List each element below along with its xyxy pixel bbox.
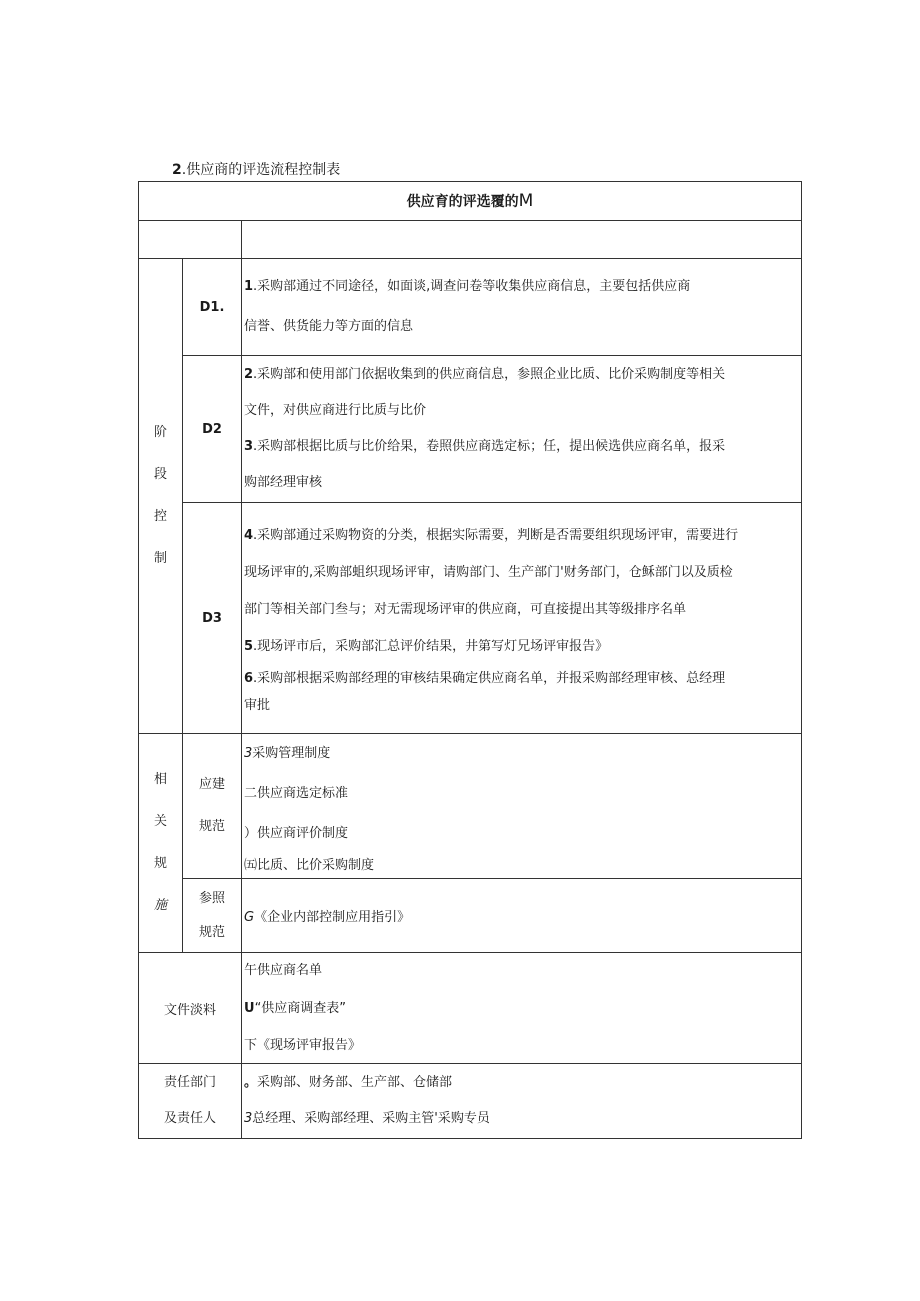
stage-row-d1 (139, 259, 802, 356)
reference-norms-label (183, 879, 242, 953)
line-number: 3 (244, 439, 254, 454)
line-number: 1 (244, 279, 254, 294)
should-label-line: 规范 (198, 819, 225, 834)
line-text: .采购部通过采购物资的分类，根据实际需要，判断是否需要组织现场评审，需要进行 (253, 528, 739, 543)
responsibility-row (139, 1064, 802, 1139)
resp-item (244, 1065, 801, 1101)
table-caption (172, 160, 340, 180)
stage-control-label (139, 259, 183, 734)
should-build-norms-content (242, 734, 802, 879)
norm-item (244, 814, 801, 854)
content-line (244, 465, 801, 501)
content-line (244, 517, 801, 554)
resp-label-line: 责任部门 (163, 1075, 216, 1090)
item-text: 采购管理制度 (252, 746, 331, 761)
norms-label-char-italic: 施 (153, 898, 167, 913)
blank-header-cell-right (242, 221, 802, 259)
blank-header-row (139, 221, 802, 259)
content-line (244, 665, 801, 693)
stage-label-char: 段 (153, 467, 167, 482)
caption-text: .供应商的评选流程控制表 (181, 162, 341, 178)
line-text: 现场评审的,采购部蛆织现场评审，请购部门、生产部门'财务部门，仓稣部门以及质检 (244, 565, 733, 580)
responsibility-content (242, 1064, 802, 1139)
doc-item (244, 953, 801, 989)
reference-label-line: 规范 (198, 924, 225, 940)
item-text: 下《现场评审报告》 (244, 1038, 362, 1053)
doc-item (244, 989, 801, 1029)
item-text: ）供应商评价制度 (244, 826, 349, 841)
line-text: 文件，对供应商进行比质与比价 (244, 403, 427, 418)
norm-item (244, 734, 801, 774)
resp-label-line: 及责任人 (163, 1111, 216, 1126)
stage-label-char: 阶 (153, 425, 167, 440)
line-number: 6 (244, 671, 254, 686)
line-number: 2 (244, 367, 254, 382)
line-text: .采购部根据采购部经理的审核结果确定供应商名单，并报采购部经理审核、总经理 (253, 671, 726, 686)
item-text: 总经理、采购部经理、采购主管'采购专员 (252, 1111, 490, 1126)
norms-row-reference (139, 879, 802, 953)
should-label-line: 应建 (198, 777, 225, 792)
norm-item (244, 854, 801, 878)
stage-content-d2 (242, 356, 802, 503)
line-number: 5 (244, 639, 254, 654)
doc-item (244, 1029, 801, 1063)
item-prefix: 3 (244, 746, 253, 761)
documents-row (139, 953, 802, 1064)
item-prefix: G (244, 910, 255, 925)
stage-label-char: 控 (153, 509, 167, 524)
line-text: 部门等相关部门叁与；对无需现场评审的供应商，可直接提出其等级排序名单 (244, 602, 687, 617)
documents-content (242, 953, 802, 1064)
documents-label: 文件淡料 (139, 953, 242, 1064)
norms-label-char: 相 (153, 772, 167, 787)
content-line (244, 357, 801, 393)
stage-code-d2: D2 (183, 356, 242, 503)
content-line (244, 628, 801, 665)
item-text: 采购部、财务部、生产部、仓储部 (257, 1075, 453, 1090)
line-text: .采购部和使用部门依据收集到的供应商信息，参照企业比质、比价采购制度等相关 (253, 367, 726, 382)
supplier-selection-control-table (138, 181, 802, 1139)
reference-norms-content (242, 879, 802, 953)
caption-number: 2 (172, 162, 182, 178)
line-text: 信誉、供货能力等方面的信息 (244, 319, 414, 334)
item-text: 二供应商选定标准 (244, 786, 349, 801)
item-prefix: 3 (244, 1111, 253, 1126)
content-line (244, 393, 801, 429)
title-row (139, 182, 802, 221)
stage-content-d1 (242, 259, 802, 356)
line-text: .采购部根据比质与比价给果，卷照供应商选定标；任，提出候选供应商名单，报采 (253, 439, 726, 454)
content-line (244, 693, 801, 719)
stage-code-d1: D1. (183, 259, 242, 356)
line-text: .采购部通过不同途径，如面谈,调查问卷等收集供应商信息，主要包括供应商 (253, 279, 691, 294)
item-text: 午供应商名单 (244, 963, 323, 978)
resp-item (244, 1101, 801, 1137)
item-text: “供应商调查表” (254, 1001, 347, 1016)
item-prefix: U (244, 1001, 255, 1016)
norms-row-should (139, 734, 802, 879)
line-text: 购部经理审核 (244, 475, 323, 490)
line-text: 审批 (244, 698, 271, 713)
stage-label-char: 制 (153, 551, 167, 566)
content-line (244, 591, 801, 628)
related-norms-label (139, 734, 183, 953)
stage-content-d3 (242, 503, 802, 734)
should-build-norms-label (183, 734, 242, 879)
blank-header-cell-left (139, 221, 242, 259)
responsibility-label (139, 1064, 242, 1139)
stage-code-d3: D3 (183, 503, 242, 734)
table-title-text: 供应育的评选覆的 (406, 194, 519, 210)
line-number: 4 (244, 528, 254, 543)
reference-label-line: 参照 (198, 890, 225, 906)
content-line (244, 307, 801, 347)
norm-item (244, 906, 801, 925)
stage-row-d3 (139, 503, 802, 734)
content-line (244, 429, 801, 465)
line-text: .现场评市后，采购部汇总评价结果，井第写灯兄场评审报告》 (253, 639, 609, 654)
stage-row-d2 (139, 356, 802, 503)
item-text: 《企业内部控制应用指引》 (254, 910, 411, 925)
item-text: ㈤比质、比价采购制度 (244, 858, 375, 873)
content-line (244, 267, 801, 307)
norms-label-char: 规 (153, 856, 167, 871)
table-title (139, 182, 802, 221)
item-prefix: 。 (244, 1075, 258, 1090)
norms-label-char: 关 (153, 814, 167, 829)
content-line (244, 554, 801, 591)
norm-item (244, 774, 801, 814)
table-title-tail: M (518, 191, 534, 211)
